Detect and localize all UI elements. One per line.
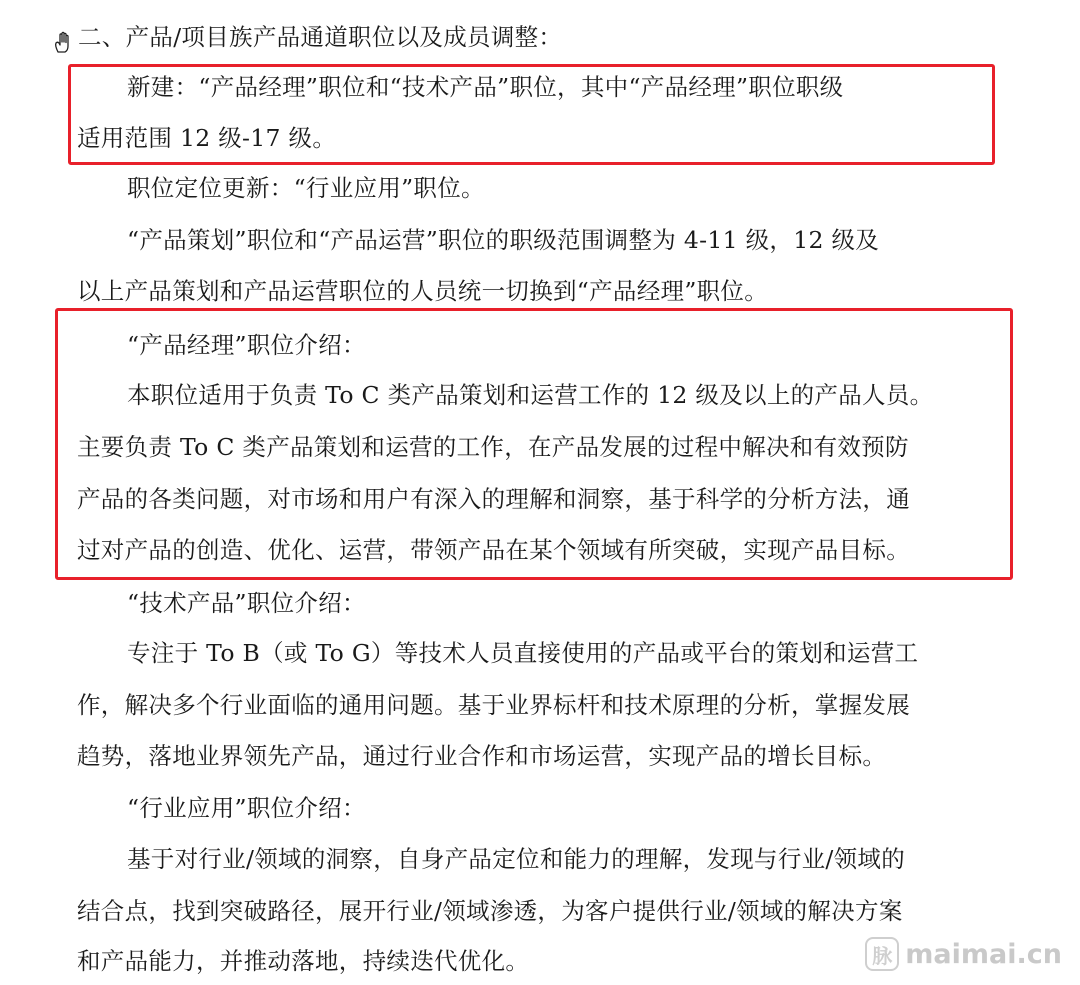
paragraph-line: 作，解决多个行业面临的通用问题。基于业界标杆和技术原理的分析，掌握发展 <box>77 691 910 719</box>
paragraph-line: 新建：“产品经理”职位和“技术产品”职位，其中“产品经理”职位职级 <box>127 73 844 101</box>
maimai-watermark <box>865 937 1062 971</box>
paragraph-line: 和产品能力，并推动落地，持续迭代优化。 <box>77 947 530 975</box>
paragraph-line: 产品的各类问题，对市场和用户有深入的理解和洞察，基于科学的分析方法，通 <box>77 485 910 513</box>
subheading-industry-application: “行业应用”职位介绍： <box>127 794 366 822</box>
paragraph-line: 适用范围 12 级-17 级。 <box>77 124 337 152</box>
paragraph-line: 过对产品的创造、优化、运营，带领产品在某个领域有所突破，实现产品目标。 <box>77 536 910 564</box>
paragraph-line: 主要负责 To C 类产品策划和运营的工作，在产品发展的过程中解决和有效预防 <box>77 433 909 461</box>
watermark-text: maimai.cn <box>905 938 1062 970</box>
subheading-tech-product: “技术产品”职位介绍： <box>127 589 366 617</box>
paragraph-line: 本职位适用于负责 To C 类产品策划和运营工作的 12 级及以上的产品人员。 <box>127 381 934 409</box>
paragraph-line: 职位定位更新：“行业应用”职位。 <box>127 174 485 202</box>
maimai-logo-icon: 脉 <box>865 937 899 971</box>
paragraph-line: 基于对行业/领域的洞察，自身产品定位和能力的理解，发现与行业/领域的 <box>127 845 906 873</box>
paragraph-line: “产品策划”职位和“产品运营”职位的职级范围调整为 4-11 级，12 级及 <box>127 226 880 254</box>
paragraph-line: 结合点，找到突破路径，展开行业/领域渗透，为客户提供行业/领域的解决方案 <box>77 897 903 925</box>
paragraph-line: 以上产品策划和产品运营职位的人员统一切换到“产品经理”职位。 <box>77 277 769 305</box>
paragraph-line: 趋势，落地业界领先产品，通过行业合作和市场运营，实现产品的增长目标。 <box>77 742 887 770</box>
paragraph-line: 专注于 To B（或 To G）等技术人员直接使用的产品或平台的策划和运营工 <box>127 639 919 667</box>
subheading-product-manager: “产品经理”职位介绍： <box>127 331 366 359</box>
section-heading: 二、产品/项目族产品通道职位以及成员调整： <box>78 23 563 51</box>
